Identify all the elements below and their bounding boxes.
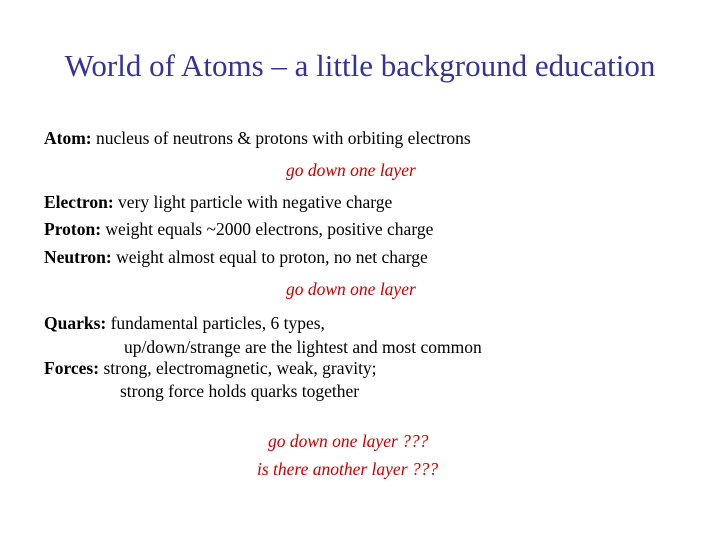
electron-term: Electron:	[44, 192, 114, 212]
electron-text: very light particle with negative charge	[113, 192, 393, 212]
note-go-down-2: go down one layer	[286, 279, 416, 299]
neutron-term: Neutron:	[44, 247, 112, 267]
note-go-down-1: go down one layer	[286, 160, 416, 180]
atom-line	[44, 127, 471, 149]
slide-title: World of Atoms – a little background education	[64, 48, 656, 83]
electron-line	[44, 191, 392, 213]
forces-text: strong, electromagnetic, weak, gravity;	[99, 358, 377, 378]
forces-line	[44, 357, 377, 379]
quarks-line	[44, 312, 325, 334]
proton-text: weight equals ~2000 electrons, positive charge	[101, 219, 434, 239]
atom-text: nucleus of neutrons & protons with orbiting electrons	[91, 128, 471, 148]
quarks-term: Quarks:	[44, 313, 107, 333]
note-another-layer: is there another layer ???	[257, 459, 439, 479]
forces-detail-line: strong force holds quarks together	[120, 381, 360, 401]
proton-term: Proton:	[44, 219, 102, 239]
note-go-down-3: go down one layer ???	[268, 431, 429, 451]
quarks-text: fundamental particles, 6 types,	[106, 313, 325, 333]
atom-term: Atom:	[44, 128, 92, 148]
neutron-line	[44, 246, 428, 268]
neutron-text: weight almost equal to proton, no net charge	[111, 247, 428, 267]
forces-term: Forces:	[44, 358, 100, 378]
proton-line	[44, 218, 433, 240]
quarks-detail-line: up/down/strange are the lightest and most common	[124, 337, 482, 357]
